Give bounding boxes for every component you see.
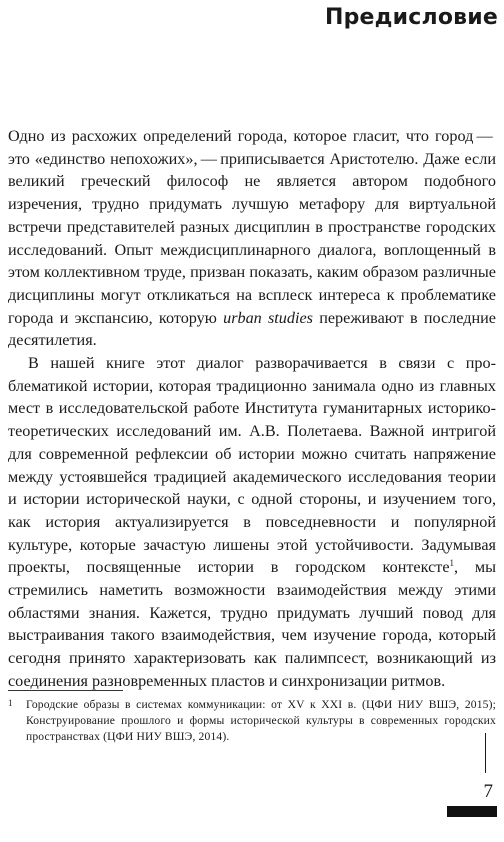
footnote-separator	[8, 690, 123, 691]
footnote	[8, 697, 496, 745]
paragraph-2-text-start: В нашей книге этот диалог разворачивается в связи с проблематикой истории, которая традиционно занимала одно из главных мест в исследовательской работе Института гуманитарных историко-теоретических исследований им. А.В. Полетаева. Важной интригой для современной рефлексии об истории можно считать напряжение между устоявшейся традицией академического исследования теории и истории исторической науки, с одной стороны, и изучением того, как история актуализируется в повседневности и популярной культуре, которые зачастую лишены этой устойчивости. Задумывая проекты, посвященные истории в городском контексте	[8, 354, 496, 577]
paragraph-1	[8, 125, 496, 352]
paragraph-1-text-end: переживают в последние десятилетия.	[8, 308, 496, 350]
footnote-text: Городские образы в системах коммуникации: от XV к XXI в. (ЦФИ НИУ ВШЭ, 2015); Конструирование прошлого и формы исторической культуры в современных городских пространствах (ЦФИ НИУ ВШЭ, 2014).	[26, 698, 496, 743]
footnote-reference[interactable]: 1	[449, 558, 455, 569]
urban-studies-italic: urban studies	[223, 308, 313, 327]
page-number: 7	[483, 781, 493, 802]
chapter-title: Предисловие	[325, 5, 498, 30]
main-text	[8, 125, 496, 693]
paragraph-1-text-start: Одно из расхожих определений города, которое гласит, что город — это «единство непохожих», — приписывается Аристотелю. Даже если великий греческий философ не является автором подобного изречения, трудно придумать лучшую метафору для виртуальной встречи представителей разных дисциплин в пространстве городских исследований. Опыт междисциплинарного диалога, воплощенный в этом коллективном труде, призван показать, каким образом различные дисциплины могут откликаться на всплеск интереса к проблематике города и экспансию, которую	[8, 127, 496, 327]
page-edge-line	[485, 733, 486, 773]
paragraph-2	[8, 352, 496, 693]
paragraph-2-text-end: , мы стремились наметить возможности взаимодействия между этими областями знания. Кажется, трудно придумать лучший повод для выстраивания такого взаимодействия, чем изучение города, который сегодня принято характеризовать как палимпсест, возникающий из соединения разновременных пластов и синхронизации ритмов.	[8, 558, 496, 690]
footnote-mark: 1	[8, 698, 13, 708]
page-corner-bar	[447, 806, 497, 817]
